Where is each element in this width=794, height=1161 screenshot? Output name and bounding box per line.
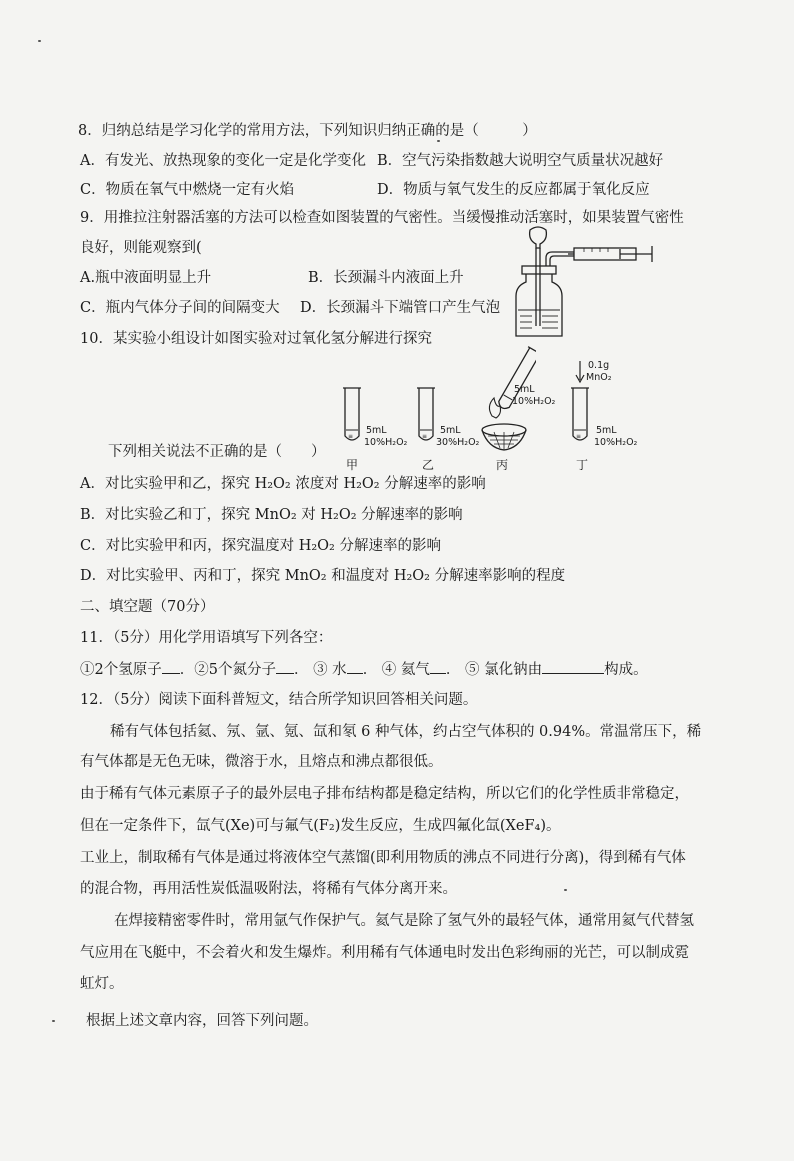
- q12-passage-line: 的混合物，再用活性炭低温吸附法，将稀有气体分离开来。: [80, 881, 457, 897]
- tube-jia-concentration: 10%H₂O₂: [364, 437, 408, 448]
- q12-passage-line: 但在一定条件下，氙气(Xe)可与氟气(F₂)发生反应，生成四氟化氙(XeF₄)。: [80, 818, 561, 834]
- tube-yi-label: 乙: [422, 458, 435, 472]
- q9-stem-line2: 良好，则能观察到(: [80, 240, 202, 256]
- q10-option-c: C．对比实验甲和丙，探究温度对 H₂O₂ 分解速率的影响: [80, 538, 441, 554]
- q11-part4-label: ④ 氦气: [381, 662, 430, 678]
- tube-bing-concentration: 10%H₂O₂: [512, 396, 556, 407]
- svg-text:≡: ≡: [576, 433, 582, 440]
- q12-passage-line: 工业上，制取稀有气体是通过将液体空气蒸馏(即利用物质的沸点不同进行分离)，得到稀有气体: [80, 850, 686, 866]
- tube-ding-label: 丁: [576, 458, 589, 472]
- q10-stem: 10．某实验小组设计如图实验对过氧化氢分解进行探究: [80, 331, 432, 347]
- q11-part5-end: 构成。: [604, 662, 648, 678]
- q12-passage-line: 气应用在飞艇中，不会着火和发生爆炸。利用稀有气体通电时发出色彩绚丽的光芒，可以制成霓: [80, 945, 689, 961]
- svg-text:≡: ≡: [348, 433, 354, 440]
- q11-part2-end: ．: [293, 662, 309, 678]
- test-tube-ding-icon: [570, 386, 590, 446]
- q11-stem: 11．（5分）用化学用语填写下列各空：: [80, 630, 333, 646]
- tube-jia-volume: 5mL: [366, 425, 387, 436]
- test-tube-jia-icon: [342, 386, 362, 446]
- q10-option-b: B．对比实验乙和丁，探究 MnO₂ 对 H₂O₂ 分解速率的影响: [80, 507, 463, 523]
- tube-yi-volume: 5mL: [440, 425, 461, 436]
- airtightness-apparatus-figure: [512, 222, 660, 342]
- scan-speck: [52, 1020, 55, 1022]
- q8-option-d: D．物质与氧气发生的反应都属于氧化反应: [377, 182, 650, 198]
- q10-option-a: A．对比实验甲和乙，探究 H₂O₂ 浓度对 H₂O₂ 分解速率的影响: [80, 476, 486, 492]
- tube-bing-volume: 5mL: [514, 384, 535, 395]
- tube-bing-label: 丙: [496, 458, 509, 472]
- q11-blank-2[interactable]: [276, 659, 294, 674]
- q9-option-d: D．长颈漏斗下端管口产生气泡: [300, 300, 501, 316]
- tube-ding-catalyst-mass: 0.1g: [588, 360, 610, 371]
- tube-ding-concentration: 10%H₂O₂: [594, 437, 638, 448]
- q11-part4-end: ．: [445, 662, 461, 678]
- q11-part3-label: ③ 水: [313, 662, 347, 678]
- test-tube-yi-icon: [416, 386, 436, 446]
- q12-passage-line: 由于稀有气体元素原子子的最外层电子排布结构都是稳定结构，所以它们的化学性质非常稳定，: [80, 786, 689, 802]
- q11-part5-label: ⑤ 氯化钠由: [465, 662, 543, 678]
- q11-part2-label: ②5个氮分子: [194, 662, 276, 678]
- section-heading: 二、填空题（70分）: [80, 599, 215, 615]
- q11-part1-end: ．: [179, 662, 195, 678]
- scan-speck: [38, 40, 41, 42]
- q9-option-c: C．瓶内气体分子间的间隔变大: [80, 300, 280, 316]
- tube-ding-catalyst: MnO₂: [586, 372, 612, 383]
- q11-part1-label: ①2个氢原子: [80, 662, 162, 678]
- q10-ask: 下列相关说法不正确的是（ ）: [108, 444, 326, 460]
- q11-blank-4[interactable]: [430, 659, 446, 674]
- q9-stem-line1: 9．用推拉注射器活塞的方法可以检查如图装置的气密性。当缓慢推动活塞时，如果装置气密性: [80, 210, 684, 226]
- q8-option-a: A．有发光、放热现象的变化一定是化学变化: [80, 153, 366, 169]
- down-arrow-icon: [574, 360, 586, 384]
- q11-blank-5[interactable]: [542, 659, 604, 674]
- tube-yi-concentration: 30%H₂O₂: [436, 437, 480, 448]
- tube-ding-volume: 5mL: [596, 425, 617, 436]
- q11-blank-3[interactable]: [347, 659, 363, 674]
- q12-passage-line: 虹灯。: [80, 976, 124, 992]
- q10-option-d: D．对比实验甲、丙和丁，探究 MnO₂ 和温度对 H₂O₂ 分解速率影响的程度: [80, 568, 566, 584]
- q12-passage-line: 有气体都是无色无味，微溶于水，且熔点和沸点都很低。: [80, 754, 443, 770]
- q12-passage-line: 在焊接精密零件时，常用氩气作保护气。氦气是除了氢气外的最轻气体，通常用氦气代替氢: [114, 913, 694, 929]
- q8-stem: 8．归纳总结是学习化学的常用方法，下列知识归纳正确的是（ ）: [78, 123, 537, 139]
- scan-speck: [437, 140, 440, 142]
- q9-option-b: B．长颈漏斗内液面上升: [308, 270, 464, 286]
- q11-blank-1[interactable]: [162, 659, 180, 674]
- q11-part3-end: ．: [362, 662, 378, 678]
- q9-option-a: A.瓶中液面明显上升: [80, 270, 212, 286]
- q12-stem: 12．（5分）阅读下面科普短文，结合所学知识回答相关问题。: [80, 692, 478, 708]
- tube-jia-label: 甲: [346, 458, 359, 472]
- q12-passage-line: 稀有气体包括氦、氖、氩、氪、氙和氡 6 种气体，约占空气体积的 0.94%。常温常压下，稀: [110, 724, 702, 740]
- q12-instruction: 根据上述文章内容，回答下列问题。: [86, 1013, 318, 1029]
- q8-option-b: B．空气污染指数越大说明空气质量状况越好: [377, 153, 664, 169]
- q8-option-c: C．物质在氧气中燃烧一定有火焰: [80, 182, 295, 198]
- scan-speck: [564, 889, 567, 891]
- svg-text:≡: ≡: [422, 433, 428, 440]
- q11-blanks-row: [80, 659, 648, 680]
